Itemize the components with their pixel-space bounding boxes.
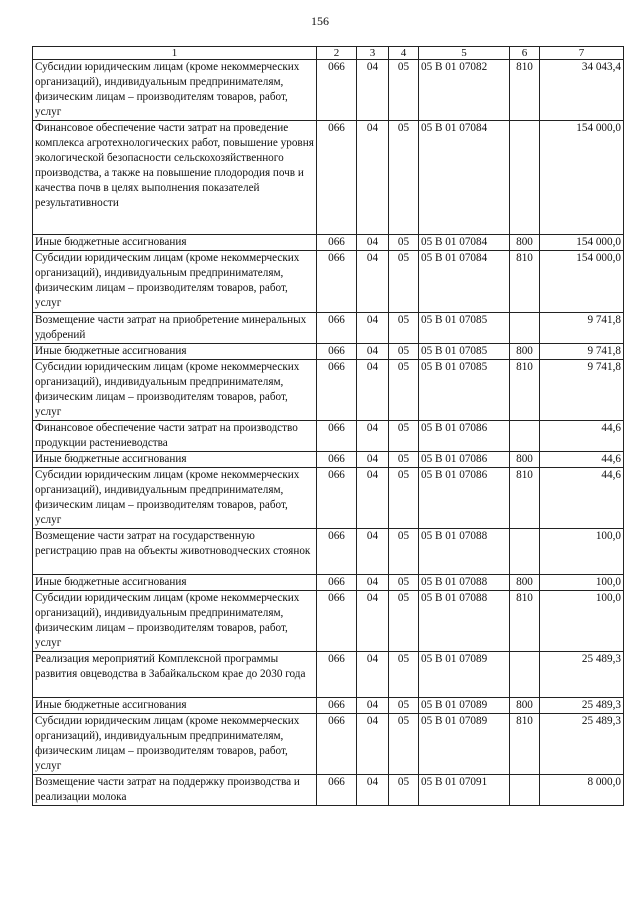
amount-cell: 34 043,4	[540, 60, 624, 121]
row-name-cell: Финансовое обеспечение части затрат на производство продукции растениеводства	[33, 421, 317, 452]
target-article-cell: 05 В 01 07086	[419, 421, 510, 452]
subsection-code-cell: 05	[389, 698, 419, 714]
expense-type-cell: 800	[510, 452, 540, 468]
expense-type-cell	[510, 775, 540, 806]
amount-cell: 8 000,0	[540, 775, 624, 806]
admin-code-cell: 066	[317, 121, 357, 235]
subsection-code-cell: 05	[389, 591, 419, 652]
amount-cell: 9 741,8	[540, 313, 624, 344]
amount-cell: 100,0	[540, 575, 624, 591]
table-row	[33, 591, 624, 652]
expense-type-cell	[510, 529, 540, 575]
table-row	[33, 775, 624, 806]
amount-cell: 25 489,3	[540, 698, 624, 714]
table-row	[33, 529, 624, 575]
admin-code-cell: 066	[317, 452, 357, 468]
section-code-cell: 04	[357, 313, 389, 344]
section-code-cell: 04	[357, 652, 389, 698]
row-name-cell: Иные бюджетные ассигнования	[33, 575, 317, 591]
target-article-cell: 05 В 01 07091	[419, 775, 510, 806]
subsection-code-cell: 05	[389, 775, 419, 806]
table-row	[33, 468, 624, 529]
admin-code-cell: 066	[317, 251, 357, 313]
row-name-cell: Иные бюджетные ассигнования	[33, 698, 317, 714]
amount-cell: 25 489,3	[540, 714, 624, 775]
amount-cell: 100,0	[540, 591, 624, 652]
target-article-cell: 05 В 01 07084	[419, 121, 510, 235]
section-code-cell: 04	[357, 421, 389, 452]
section-code-cell: 04	[357, 575, 389, 591]
expense-type-cell: 800	[510, 698, 540, 714]
row-name-cell: Иные бюджетные ассигнования	[33, 235, 317, 251]
section-code-cell: 04	[357, 251, 389, 313]
admin-code-cell: 066	[317, 529, 357, 575]
row-name-cell: Субсидии юридическим лицам (кроме некоммерческих организаций), индивидуальным предпринимателям, физическим лицам – производителям товаров, работ, услуг	[33, 468, 317, 529]
target-article-cell: 05 В 01 07088	[419, 591, 510, 652]
row-name-cell: Субсидии юридическим лицам (кроме некоммерческих организаций), индивидуальным предпринимателям, физическим лицам – производителям товаров, работ, услуг	[33, 360, 317, 421]
table-row	[33, 714, 624, 775]
row-name-cell: Субсидии юридическим лицам (кроме некоммерческих организаций), индивидуальным предпринимателям, физическим лицам – производителям товаров, работ, услуг	[33, 251, 317, 313]
admin-code-cell: 066	[317, 235, 357, 251]
target-article-cell: 05 В 01 07086	[419, 452, 510, 468]
table-row	[33, 452, 624, 468]
admin-code-cell: 066	[317, 652, 357, 698]
table-row	[33, 235, 624, 251]
amount-cell: 9 741,8	[540, 344, 624, 360]
section-code-cell: 04	[357, 468, 389, 529]
subsection-code-cell: 05	[389, 468, 419, 529]
row-name-cell: Финансовое обеспечение части затрат на проведение комплекса агротехнологических работ, повышение уровня экологической безопасности сельскохозяйственного производства, а также на повышение плодородия почв и качества почв в целях выполнения показателей результативности	[33, 121, 317, 235]
table-row	[33, 121, 624, 235]
amount-cell: 154 000,0	[540, 235, 624, 251]
target-article-cell: 05 В 01 07082	[419, 60, 510, 121]
expense-type-cell: 800	[510, 575, 540, 591]
subsection-code-cell: 05	[389, 313, 419, 344]
expense-type-cell: 810	[510, 714, 540, 775]
section-code-cell: 04	[357, 698, 389, 714]
target-article-cell: 05 В 01 07085	[419, 344, 510, 360]
row-name-cell: Иные бюджетные ассигнования	[33, 344, 317, 360]
row-name-cell: Возмещение части затрат на приобретение минеральных удобрений	[33, 313, 317, 344]
subsection-code-cell: 05	[389, 360, 419, 421]
table-row	[33, 421, 624, 452]
section-code-cell: 04	[357, 529, 389, 575]
admin-code-cell: 066	[317, 775, 357, 806]
target-article-cell: 05 В 01 07088	[419, 529, 510, 575]
target-article-cell: 05 В 01 07084	[419, 235, 510, 251]
expense-type-cell: 810	[510, 251, 540, 313]
target-article-cell: 05 В 01 07089	[419, 652, 510, 698]
table-row	[33, 60, 624, 121]
column-header: 7	[540, 47, 624, 60]
section-code-cell: 04	[357, 60, 389, 121]
target-article-cell: 05 В 01 07088	[419, 575, 510, 591]
subsection-code-cell: 05	[389, 235, 419, 251]
table-row	[33, 698, 624, 714]
expense-type-cell: 810	[510, 360, 540, 421]
column-header: 2	[317, 47, 357, 60]
target-article-cell: 05 В 01 07089	[419, 714, 510, 775]
admin-code-cell: 066	[317, 591, 357, 652]
amount-cell: 9 741,8	[540, 360, 624, 421]
row-name-cell: Субсидии юридическим лицам (кроме некоммерческих организаций), индивидуальным предпринимателям, физическим лицам – производителям товаров, работ, услуг	[33, 591, 317, 652]
section-code-cell: 04	[357, 344, 389, 360]
target-article-cell: 05 В 01 07086	[419, 468, 510, 529]
target-article-cell: 05 В 01 07085	[419, 313, 510, 344]
row-name-cell: Субсидии юридическим лицам (кроме некоммерческих организаций), индивидуальным предпринимателям, физическим лицам – производителям товаров, работ, услуг	[33, 60, 317, 121]
table-row	[33, 344, 624, 360]
column-header: 3	[357, 47, 389, 60]
expense-type-cell: 810	[510, 60, 540, 121]
table-row	[33, 652, 624, 698]
admin-code-cell: 066	[317, 575, 357, 591]
admin-code-cell: 066	[317, 698, 357, 714]
column-header: 5	[419, 47, 510, 60]
amount-cell: 154 000,0	[540, 121, 624, 235]
row-name-cell: Возмещение части затрат на поддержку производства и реализации молока	[33, 775, 317, 806]
expense-type-cell: 800	[510, 344, 540, 360]
section-code-cell: 04	[357, 775, 389, 806]
subsection-code-cell: 05	[389, 452, 419, 468]
amount-cell: 100,0	[540, 529, 624, 575]
amount-cell: 44,6	[540, 421, 624, 452]
amount-cell: 44,6	[540, 468, 624, 529]
section-code-cell: 04	[357, 235, 389, 251]
budget-table	[32, 46, 624, 806]
column-number-row	[33, 47, 624, 60]
subsection-code-cell: 05	[389, 421, 419, 452]
expense-type-cell	[510, 313, 540, 344]
table-row	[33, 313, 624, 344]
expense-type-cell	[510, 421, 540, 452]
column-header: 6	[510, 47, 540, 60]
target-article-cell: 05 В 01 07085	[419, 360, 510, 421]
admin-code-cell: 066	[317, 60, 357, 121]
admin-code-cell: 066	[317, 714, 357, 775]
subsection-code-cell: 05	[389, 121, 419, 235]
admin-code-cell: 066	[317, 360, 357, 421]
admin-code-cell: 066	[317, 313, 357, 344]
row-name-cell: Возмещение части затрат на государственную регистрацию прав на объекты животноводческих стоянок	[33, 529, 317, 575]
amount-cell: 154 000,0	[540, 251, 624, 313]
expense-type-cell	[510, 652, 540, 698]
column-header: 4	[389, 47, 419, 60]
amount-cell: 44,6	[540, 452, 624, 468]
admin-code-cell: 066	[317, 344, 357, 360]
target-article-cell: 05 В 01 07089	[419, 698, 510, 714]
row-name-cell: Реализация мероприятий Комплексной программы развития овцеводства в Забайкальском крае до 2030 года	[33, 652, 317, 698]
section-code-cell: 04	[357, 121, 389, 235]
table-row	[33, 575, 624, 591]
admin-code-cell: 066	[317, 421, 357, 452]
table-row	[33, 360, 624, 421]
subsection-code-cell: 05	[389, 251, 419, 313]
section-code-cell: 04	[357, 591, 389, 652]
section-code-cell: 04	[357, 452, 389, 468]
admin-code-cell: 066	[317, 468, 357, 529]
subsection-code-cell: 05	[389, 652, 419, 698]
table-row	[33, 251, 624, 313]
subsection-code-cell: 05	[389, 529, 419, 575]
section-code-cell: 04	[357, 714, 389, 775]
page-number: 156	[311, 14, 329, 28]
expense-type-cell: 800	[510, 235, 540, 251]
expense-type-cell: 810	[510, 591, 540, 652]
row-name-cell: Иные бюджетные ассигнования	[33, 452, 317, 468]
subsection-code-cell: 05	[389, 714, 419, 775]
target-article-cell: 05 В 01 07084	[419, 251, 510, 313]
column-header: 1	[33, 47, 317, 60]
section-code-cell: 04	[357, 360, 389, 421]
row-name-cell: Субсидии юридическим лицам (кроме некоммерческих организаций), индивидуальным предпринимателям, физическим лицам – производителям товаров, работ, услуг	[33, 714, 317, 775]
expense-type-cell: 810	[510, 468, 540, 529]
subsection-code-cell: 05	[389, 575, 419, 591]
expense-type-cell	[510, 121, 540, 235]
amount-cell: 25 489,3	[540, 652, 624, 698]
subsection-code-cell: 05	[389, 344, 419, 360]
subsection-code-cell: 05	[389, 60, 419, 121]
